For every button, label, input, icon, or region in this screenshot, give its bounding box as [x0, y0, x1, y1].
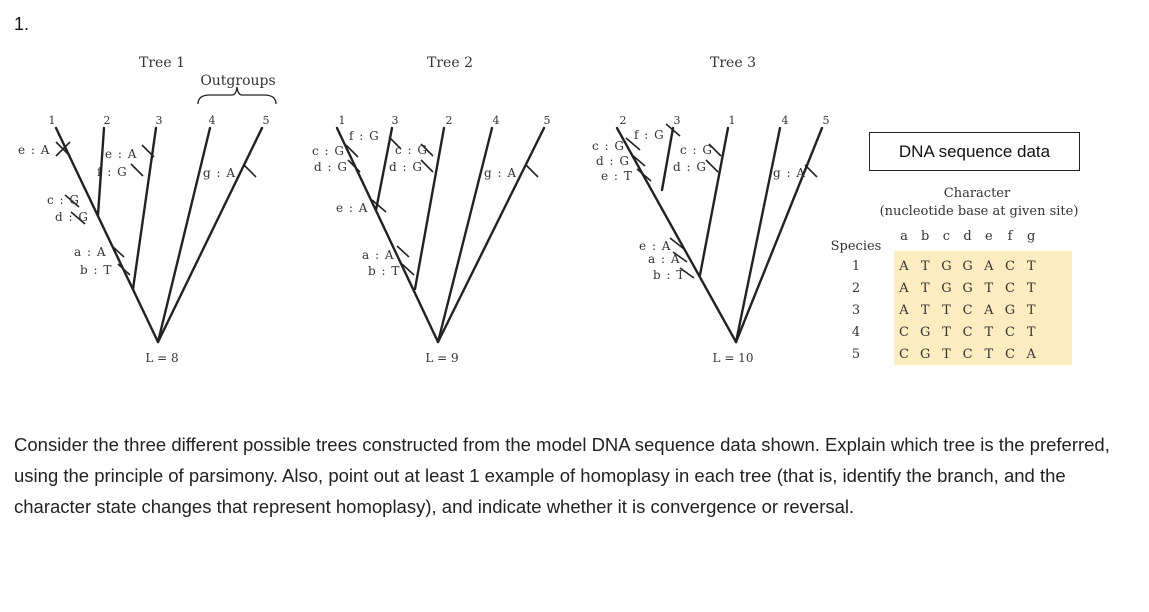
outgroups-label: Outgroups: [200, 73, 276, 89]
tree-3-title: Tree 3: [710, 55, 756, 71]
nucleotide-cell: C: [1005, 325, 1015, 340]
nucleotide-cell: T: [1026, 303, 1036, 318]
species-number: 3: [851, 303, 861, 318]
nucleotide-cell: A: [1026, 347, 1036, 362]
species-number: 5: [851, 347, 861, 362]
character-column-header: d: [963, 229, 972, 244]
tree-2-length: L = 9: [425, 351, 459, 365]
nucleotide-cell: C: [1005, 281, 1015, 296]
nucleotide-cell: A: [984, 303, 994, 318]
tree-1-tip: 4: [208, 114, 216, 127]
tree-3-tip: 5: [822, 114, 830, 127]
tree-1-tip: 2: [103, 114, 111, 127]
nucleotide-cell: C: [899, 347, 909, 362]
tree-1-tip: 3: [155, 114, 163, 127]
tree-2-tip: 1: [338, 114, 346, 127]
tree-3-change-label: d : G: [596, 154, 630, 168]
tree-3-change-label: c : G: [592, 139, 625, 153]
tree-2-change-label: f : G: [349, 129, 380, 143]
species-label: Species: [830, 239, 882, 254]
nucleotide-cell: T: [1026, 259, 1036, 274]
outgroups-brace: [198, 87, 276, 104]
tree-2-change-label: b : T: [368, 264, 401, 278]
dna-sequence-data-title: DNA sequence data: [869, 132, 1080, 171]
nucleotide-cell: C: [1005, 347, 1015, 362]
tree-2-change-label: c : G: [395, 143, 428, 157]
nucleotide-cell: A: [899, 281, 909, 296]
tree-2-tip: 3: [391, 114, 399, 127]
nucleotide-cell: T: [1026, 281, 1036, 296]
tree-2-tip: 4: [492, 114, 500, 127]
tree-3-change-label: b : T: [653, 268, 686, 282]
nucleotide-cell: C: [962, 325, 973, 340]
tree-2-change-label: d : G: [389, 160, 423, 174]
nucleotide-cell: T: [984, 281, 994, 296]
tree-2-tip: 2: [445, 114, 453, 127]
dna-data-table: [831, 186, 1079, 365]
nucleotide-cell: A: [899, 259, 909, 274]
nucleotide-cell: G: [941, 281, 952, 296]
nucleotide-cell: A: [899, 303, 909, 318]
tree-1-branches: [56, 128, 262, 342]
tree-3-branches: [617, 128, 822, 342]
nucleotide-cell: C: [1005, 259, 1015, 274]
tree-3-change-label: c : G: [680, 143, 713, 157]
character-column-header: c: [942, 229, 951, 244]
tree-1-length: L = 8: [145, 351, 179, 365]
tree-3-change-label: g : A: [773, 166, 807, 180]
nucleotide-cell: T: [1026, 325, 1036, 340]
nucleotide-cell: T: [942, 303, 951, 318]
tree-3-length: L = 10: [712, 351, 754, 365]
tree-1-change-label: e : A: [105, 147, 138, 161]
tree-3-change-label: f : G: [634, 128, 665, 142]
tree-2-tip: 5: [543, 114, 551, 127]
tree-3-change-label: e : A: [639, 239, 672, 253]
tree-2-change-label: e : A: [336, 201, 369, 215]
character-column-header: e: [984, 229, 993, 244]
tree-1-change-label: c : G: [47, 193, 80, 207]
tree-1-change-label: b : T: [80, 263, 113, 277]
tree-2-change-label: a : A: [362, 248, 395, 262]
tree-2-title: Tree 2: [427, 55, 473, 71]
nucleotide-cell: T: [942, 325, 951, 340]
character-subtitle: (nucleotide base at given site): [879, 204, 1079, 219]
nucleotide-cell: G: [920, 325, 931, 340]
tree-3-tip: 2: [619, 114, 627, 127]
character-column-header: b: [921, 229, 930, 244]
tree-1-change-label: e : A: [18, 143, 51, 157]
tree-2-change-label: c : G: [312, 144, 345, 158]
tree-3-change-label: d : G: [673, 160, 707, 174]
character-column-header: a: [900, 229, 908, 244]
nucleotide-cell: C: [962, 347, 973, 362]
species-number: 1: [851, 259, 861, 274]
tree-3-tip: 3: [673, 114, 681, 127]
nucleotide-cell: T: [942, 347, 951, 362]
nucleotide-cell: T: [920, 281, 930, 296]
nucleotide-cell: C: [899, 325, 909, 340]
nucleotide-cell: G: [941, 259, 952, 274]
species-number: 4: [851, 325, 861, 340]
tree-1-change-label: d : G: [55, 210, 89, 224]
character-column-header: g: [1027, 229, 1036, 244]
tree-1-change-label: g : A: [203, 166, 237, 180]
nucleotide-cell: G: [962, 259, 973, 274]
nucleotide-cell: T: [984, 347, 994, 362]
tree-1-tip: 1: [48, 114, 56, 127]
tree-2-change-label: d : G: [314, 160, 348, 174]
tree-1-change-label: f : G: [97, 165, 128, 179]
question-number: 1.: [14, 14, 30, 34]
tree-2-branches: [337, 128, 544, 342]
nucleotide-cell: T: [920, 303, 930, 318]
tree-3-change-label: e : T: [601, 169, 633, 183]
nucleotide-cell: C: [962, 303, 973, 318]
nucleotide-cell: G: [920, 347, 931, 362]
tree-1-change-label: a : A: [74, 245, 107, 259]
nucleotide-cell: G: [962, 281, 973, 296]
tree-2-change-label: g : A: [484, 166, 518, 180]
species-number: 2: [851, 281, 861, 296]
tree-3-tip: 1: [728, 114, 736, 127]
tree-1-title: Tree 1: [139, 55, 185, 71]
question-text: Consider the three different possible trees constructed from the model DNA sequence data shown. Explain which tree is the preferred, using the principle of parsimony. Also, point out at least 1 example of homoplasy in each tree (that is, identify the branch, and the character state changes that represent homoplasy), and indicate whether it is convergence or reversal.: [14, 434, 1110, 517]
nucleotide-cell: A: [984, 259, 994, 274]
tree-3-change-label: a : A: [648, 252, 681, 266]
character-title: Character: [943, 186, 1011, 201]
nucleotide-cell: T: [920, 259, 930, 274]
tree-3-tip: 4: [781, 114, 789, 127]
nucleotide-cell: T: [984, 325, 994, 340]
character-column-header: f: [1007, 229, 1013, 244]
tree-1-tip: 5: [262, 114, 270, 127]
nucleotide-cell: G: [1004, 303, 1016, 318]
